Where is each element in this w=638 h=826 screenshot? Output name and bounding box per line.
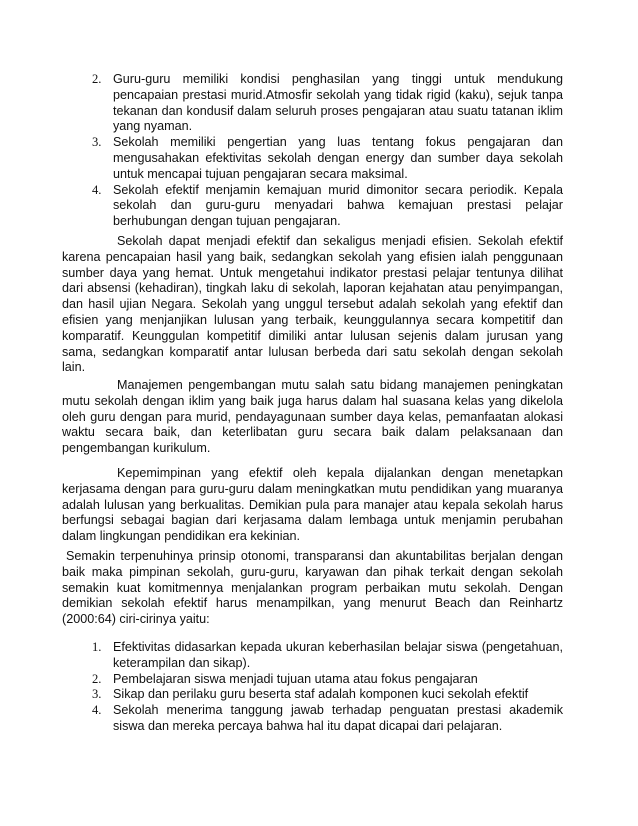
list-item bbox=[0, 687, 638, 703]
list-item-number: 1. bbox=[92, 640, 102, 654]
list-item-text: Pembelajaran siswa menjadi tujuan utama atau fokus pengajaran bbox=[113, 671, 478, 686]
list-item-number: 4. bbox=[92, 182, 102, 197]
list-item-text: Efektivitas didasarkan kepada ukuran keberhasilan belajar siswa (pengetahuan, keterampilan dan sikap). bbox=[113, 640, 563, 670]
list-item-text: Sekolah efektif menjamin kemajuan murid dimonitor secara periodik. Kepala sekolah dan guru-guru menyadari bahwa kemajuan prestasi pelajar berhubungan dengan tujuan pengajaran. bbox=[113, 182, 563, 229]
beach-reinhartz-list bbox=[0, 640, 638, 735]
criteria-list-continued bbox=[0, 72, 638, 230]
list-item-text: Guru-guru memiliki kondisi penghasilan yang tinggi untuk mendukung pencapaian prestasi murid.Atmosfir sekolah yang tidak rigid (kaku), sejuk tanpa tekanan dan kondusif dalam seluruh proses pengajaran atau suatu tatanan iklim yang nyaman. bbox=[113, 72, 563, 134]
paragraph-kepemimpinan: Kepemimpinan yang efektif oleh kepala dijalankan dengan menetapkan kerjasama dengan para guru-guru dalam meningkatkan mutu pendidikan yang muaranya adalah lulusan yang berkualitas. Demikian pula para manajer atau kepala sekolah harus berfungsi sebagai bagian dari kerjasama dalam lembaga untuk menjamin perubahan dalam lingkungan pendidikan era kekinian. bbox=[62, 466, 563, 544]
list-item-number: 3. bbox=[92, 687, 102, 702]
list-item bbox=[0, 672, 638, 688]
list-item bbox=[0, 72, 638, 135]
list-item-text: Sekolah memiliki pengertian yang luas tentang fokus pengajaran dan mengusahakan efektivitas sekolah dengan energy dan sumber daya sekolah untuk mencapai tujuan pengajaran secara maksimal. bbox=[113, 135, 563, 181]
paragraph-efisiensi: Sekolah dapat menjadi efektif dan sekaligus menjadi efisien. Sekolah efektif karena pencapaian hasil yang baik, sedangkan sekolah yang efisien ialah penggunaan sumber daya yang hemat. Untuk mengetahui indikator prestasi pelajar tentunya dilihat dari absensi (kehadiran), tingkah laku di sekolah, laporan kejahatan atau penyimpangan, dan hasil ujian Negara. Sekolah yang unggul tersebut adalah sekolah yang efektif dan efisien yang menjanjikan lulusan yang terbaik, keunggulannya secara kompetitif dan komparatif. Keunggulan kompetitif dimiliki antar lulusan sejenis dalam jurusan yang sama, sedangkan komparatif antar lulusan berbeda dari satu sekolah dengan sekolah lain. bbox=[62, 234, 563, 375]
paragraph-manajemen-mutu: Manajemen pengembangan mutu salah satu bidang manajemen peningkatan mutu sekolah dengan iklim yang baik juga harus dalam hal suasana kelas yang dikelola oleh guru dengan para murid, pendayagunaan sumber daya kelas, pemanfaatan alokasi waktu secara baik, dan keterlibatan guru secara baik dalam pelaksanaan dan pengembangan kurikulum. bbox=[62, 378, 563, 456]
list-item-number: 3. bbox=[92, 135, 102, 150]
list-item bbox=[0, 183, 638, 230]
list-item-number: 2. bbox=[92, 671, 102, 686]
list-item bbox=[0, 135, 638, 182]
list-item bbox=[0, 640, 638, 672]
list-item-number: 2. bbox=[92, 72, 102, 86]
list-item-text: Sekolah menerima tanggung jawab terhadap penguatan prestasi akademik siswa dan mereka percaya bahwa hal itu dapat dicapai dari pelajaran. bbox=[113, 703, 563, 733]
list-item bbox=[0, 703, 638, 735]
list-item-text: Sikap dan perilaku guru beserta staf adalah komponen kuci sekolah efektif bbox=[113, 687, 529, 702]
list-item-number: 4. bbox=[92, 703, 102, 718]
paragraph-otonomi: Semakin terpenuhinya prinsip otonomi, transparansi dan akuntabilitas berjalan dengan baik maka pimpinan sekolah, guru-guru, karyawan dan pihak terkait dengan sekolah semakin kuat komitmennya menjalankan program perbaikan mutu sekolah. Dengan demikian sekolah efektif harus menampilkan, yang menurut Beach dan Reinhartz (2000:64) ciri-cirinya yaitu: bbox=[62, 549, 563, 627]
